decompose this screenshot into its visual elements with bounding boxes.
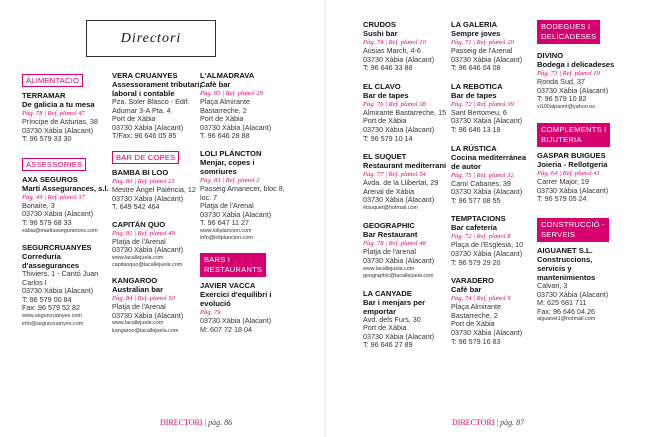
listing-el-suquet	[363, 152, 458, 212]
listing-name: SEGURCRUANYES	[22, 243, 92, 253]
footer-label: DIRECTORI	[160, 418, 203, 427]
listing-name: JAVIER VACCA	[200, 280, 256, 290]
listing-capitan-quo	[112, 220, 207, 270]
listing-desc: mantenimientos	[537, 273, 596, 283]
listing-name: AIGUANET S.L.	[537, 246, 593, 256]
listing-segurcruanyes	[22, 243, 112, 328]
listing-name: EL SUQUET	[363, 152, 407, 162]
listing-phone: T: 96 579 33 30	[22, 134, 72, 144]
column-5	[451, 20, 541, 352]
listing-address: Platja de l'Arenal	[112, 236, 166, 246]
listing-email[interactable]: elsuquet@hotmail.com	[363, 204, 418, 211]
listing-varadero	[451, 276, 541, 346]
listing-ref: Pàg. 72 | Ref. planol 8	[451, 233, 511, 241]
listing-divino	[537, 51, 637, 111]
listing-name: L'ALMADRAVA	[200, 71, 255, 80]
category-assessories: ASSESSORIES	[22, 158, 86, 171]
listing-loli-plancton	[200, 149, 300, 243]
listing-crudos	[363, 20, 458, 73]
listing-desc: Cafè bar	[200, 80, 231, 89]
listing-address: 03730 Xàbia (Alacant)	[200, 122, 272, 132]
footer-left	[160, 418, 232, 427]
category-line-1: BARS I	[204, 254, 231, 264]
listing-address: Príncipe de Asturias, 38	[22, 117, 98, 126]
listing-phone: T: 96 579 10 82	[537, 94, 587, 104]
listing-javier-vacca	[200, 281, 300, 334]
listing-name: AXA SEGUROS	[22, 174, 78, 184]
listing-name: CAPITÁN QUO	[112, 219, 166, 229]
listing-address: loc. 7	[200, 192, 218, 202]
listing-address: Calvari, 3	[537, 281, 568, 291]
listing-name: BAMBA BI LOO	[112, 167, 169, 177]
listing-website[interactable]: www.lacallejuela.com	[363, 265, 415, 272]
listing-name: LA CANYADE	[363, 288, 412, 298]
listing-phone: T/Fax: 96 646 05 85	[112, 131, 177, 141]
listing-phone: M: 625 681 711	[537, 298, 587, 308]
listing-name: GEOGRAPHIC	[363, 221, 415, 231]
listing-phone: T: 96 577 08 55	[451, 195, 501, 205]
listing-phone: M: 607 72 18 04	[200, 324, 252, 334]
category-line-2: BIJUTERIA	[541, 135, 582, 145]
listing-phone: T: 96 579 16 83	[451, 336, 501, 346]
listing-email[interactable]: info@segurcruanyes.com	[22, 320, 84, 327]
listing-address: Ronda Sud, 37	[537, 77, 585, 86]
listing-ref: Pàg. 84 | Ref. planol 50	[112, 294, 175, 302]
listing-lalmadrava	[200, 71, 300, 141]
listing-phone: T: 96 579 29 20	[451, 257, 501, 267]
listing-ref: Pàg. 83 | Ref. planol 2	[200, 176, 260, 184]
listing-geographic	[363, 221, 458, 280]
listing-desc: Sushi bar	[363, 29, 398, 38]
listing-name: EL CLAVO	[363, 81, 401, 91]
listing-temptacions	[451, 214, 541, 267]
listing-desc: laboral i contable	[112, 89, 175, 98]
listing-desc: Correduría	[22, 252, 61, 262]
listing-email[interactable]: aiguanet1@hotmail.com	[537, 316, 596, 323]
footer-label: DIRECTORI	[452, 418, 495, 427]
listing-ref: Pàg. 81 | Ref. planol 49	[112, 229, 175, 237]
category-bars-i-restaurants	[200, 253, 266, 277]
listing-address: 03730 Xàbia (Alacant)	[363, 195, 435, 205]
listing-phone: T: 96 579 05 24	[537, 194, 587, 204]
listing-name: GASPAR BUIGUES	[537, 151, 606, 161]
listing-desc: Joieria - Rellotgeria	[537, 160, 608, 170]
listing-address: 03730 Xàbia (Alacant)	[200, 315, 272, 325]
listing-address: Plaça Almirante	[200, 97, 250, 106]
listing-name: VERA CRUANYES	[112, 71, 178, 80]
column-6	[537, 20, 637, 330]
listing-name: DIVINO	[537, 51, 564, 60]
footer-separator: |	[496, 418, 499, 427]
listing-desc: Martí Assegurances, s.l.	[22, 183, 109, 193]
listing-address: 03730 Xàbia (Alacant)	[200, 209, 272, 219]
listing-desc: d'assegurances	[22, 261, 80, 271]
listing-desc: Bar Restaurant	[363, 230, 418, 240]
category-line-2: DELICADESES	[541, 32, 597, 41]
column-4	[363, 20, 458, 356]
listing-name: TERRAMAR	[22, 91, 66, 100]
category-line-2: RESTAURANTS	[204, 264, 263, 274]
listing-desc: Australian bar	[112, 284, 164, 294]
listing-address: Passeig de l'Arenal	[451, 46, 513, 55]
listing-ref: Pàg. 78 | Ref. planol 48	[363, 240, 426, 248]
listing-address: Bastarreche, 2	[451, 310, 498, 320]
listing-address: Carrer Major, 19	[537, 177, 589, 187]
category-construccio-serveis	[537, 218, 609, 242]
listing-desc: Bar cafeteria	[451, 223, 498, 233]
listing-el-clavo	[363, 82, 458, 143]
listing-address: 03730 Xàbia (Alacant)	[363, 124, 435, 134]
listing-name: LA GALERIA	[451, 20, 498, 29]
listing-name: CRUDOS	[363, 20, 396, 29]
listing-address: 03730 Xàbia (Alacant)	[112, 310, 184, 320]
column-2	[112, 71, 207, 341]
listing-address: 03730 Xàbia (Alacant)	[22, 125, 94, 135]
directory-title-box	[86, 20, 216, 57]
listing-name: VARADERO	[451, 276, 494, 286]
listing-website[interactable]: www.loliplancton.com	[200, 227, 252, 234]
listing-ref: Pàg. 72 | Ref. planol 39	[451, 100, 514, 108]
listing-address: Adumar 3-A Pta. 4	[112, 105, 171, 115]
page-number: pàg. 86	[208, 418, 233, 427]
listing-aiguanet	[537, 246, 637, 324]
listing-address: Avd. dels Furs, 30	[363, 314, 421, 324]
listing-ref: Pàg. 78 | Ref. planol 47	[22, 110, 85, 117]
listing-email[interactable]: info@loliplancton.com	[200, 235, 253, 242]
listing-desc: Sempre joves	[451, 29, 501, 38]
listing-desc: servicis y	[537, 264, 572, 274]
listing-terramar	[22, 91, 112, 144]
listing-bamba-bi-loo	[112, 168, 207, 212]
listing-address: Port de Xàbia	[451, 319, 495, 329]
category-alimentacio: ALIMENTACIÓ	[22, 74, 83, 87]
listing-email[interactable]: capitanquo@lacallejuela.com	[112, 262, 183, 269]
category-bodegues-i-delicadeses	[537, 20, 600, 44]
category-line-1: BODEGUES I	[541, 22, 591, 31]
listing-kangaroo	[112, 276, 207, 335]
listing-address: Plaça Almirante	[451, 302, 501, 312]
listing-address: Carlos I	[22, 277, 47, 287]
listing-desc: De galicia a tu mesa	[22, 100, 95, 109]
listing-address: Sant Bertomeu, 6	[451, 107, 507, 117]
footer-separator: |	[204, 418, 207, 427]
listing-ref: Pàg. 64 | Ref. planol 41	[537, 170, 600, 178]
listing-ref: Pàg. 83 | Ref. planol 21	[112, 177, 175, 185]
listing-address: Pza. Soler Blasco - Edif.	[112, 97, 190, 106]
listing-address: 03730 Xàbia (Alacant)	[451, 327, 523, 337]
listing-website[interactable]: www.segurcruanyes.com	[22, 313, 82, 320]
listing-address: 03730 Xàbia (Alacant)	[451, 116, 523, 126]
listing-address: Platja de l'Arenal	[112, 301, 166, 311]
listing-desc: de autor	[451, 161, 481, 171]
listing-address: Port de Xàbia	[363, 116, 407, 126]
listing-address: Thiviers, 1 - Cantó Juan	[22, 269, 99, 279]
listing-name: LOLI PLÁNCTON	[200, 148, 262, 158]
category-bar-de-copes: BAR DE COPES	[112, 151, 179, 164]
listing-desc: Bar de tapes	[451, 90, 497, 100]
listing-email[interactable]: xabia@martiassegurances.com	[22, 227, 98, 234]
listing-phone: T. 96 647 11 27	[200, 218, 250, 228]
listing-phone: T. 96 646 28 88	[200, 131, 250, 141]
listing-address: Port de Xàbia	[112, 114, 156, 124]
listing-phone: T: 96 646 27 89	[363, 340, 413, 350]
listing-address: Platja de l'arenal	[363, 247, 416, 257]
listing-name: TEMPTACIONS	[451, 214, 506, 224]
category-line-2: SERVEIS	[541, 230, 576, 240]
listing-address: Port de Xàbia	[363, 323, 407, 333]
listing-la-galeria	[451, 20, 541, 73]
page-title: Directori	[120, 30, 182, 46]
listing-address: Plaça de l'Església, 10	[451, 240, 524, 250]
listing-address: Almirante Bastarreche, 15	[363, 107, 447, 117]
listing-phone: T: 96 579 00 84	[22, 294, 72, 304]
listing-address: 03730 Xàbia (Alacant)	[112, 245, 184, 255]
listing-address: 03730 Xàbia (Alacant)	[451, 187, 523, 197]
listing-la-canyade	[363, 289, 458, 350]
page-gutter	[324, 0, 326, 437]
listing-address: 03730 Xàbia (Alacant)	[112, 122, 184, 132]
listing-ref: Pàg. 71 | Ref. planol 20	[451, 39, 514, 46]
listing-address: 03730 Xàbia (Alacant)	[22, 286, 94, 296]
listing-phone: T. 649 542 464	[112, 202, 160, 212]
listing-address: 03730 Xàbia (Alacant)	[363, 54, 435, 64]
listing-desc: somriures	[200, 166, 237, 176]
listing-address: Passeig Amanecer, bloc 8,	[200, 183, 285, 193]
listing-website[interactable]: www.lacallejuela.com	[112, 254, 164, 261]
listing-desc: Bar i menjars per	[363, 297, 426, 307]
listing-phone: T: 96 646 13 18	[451, 124, 501, 134]
listing-desc: Cocina mediterránea	[451, 152, 527, 162]
listing-vera-cruanyes	[112, 71, 207, 141]
listing-address: 03730 Xàbia (Alacant)	[363, 256, 435, 266]
footer-right	[452, 418, 524, 427]
listing-ref: Pàg. 77 | Ref. planol 54	[363, 171, 426, 179]
listing-fax: Fax: 96 646 04 26	[537, 306, 595, 316]
listing-email[interactable]: geographic@lacallejuela.com	[363, 273, 434, 280]
listing-address: Camí Cabanes, 39	[451, 178, 511, 188]
listing-address: Bonaire, 3	[22, 200, 55, 210]
listing-desc: Bar de tapes	[363, 90, 409, 100]
listing-phone: T: 96 646 04 08	[451, 63, 501, 73]
listing-ref: Pàg. 49 | Ref. planol 37	[22, 193, 85, 201]
listing-address: 03730 Xàbia (Alacant)	[363, 331, 435, 341]
listing-address: Port de Xàbia	[200, 114, 244, 124]
category-complements-i-bijuteria	[537, 123, 610, 147]
listing-address: Bastarreche, 2	[200, 105, 247, 115]
listing-desc: evolució	[200, 298, 231, 308]
listing-gaspar-buigues	[537, 151, 637, 204]
listing-desc: Menjar, copes i	[200, 157, 255, 167]
listing-desc: Bodega i delicadeses	[537, 60, 615, 69]
listing-address: 03730 Xàbia (Alacant)	[537, 185, 609, 195]
listing-ref: Pàg. 73 | Ref. planol 19	[537, 70, 600, 77]
column-3	[200, 71, 300, 340]
listing-address: 03730 Xàbia (Alacant)	[451, 248, 523, 258]
listing-address: Arenal de Xàbia	[363, 186, 415, 196]
column-1	[22, 70, 112, 334]
listing-la-rebotica	[451, 82, 541, 135]
listing-name: KANGAROO	[112, 275, 158, 285]
page-number: pàg. 87	[500, 418, 525, 427]
listing-phone: T: 96 579 10 14	[363, 133, 413, 143]
listing-address: 03730 Xàbia (Alacant)	[451, 54, 523, 64]
listing-desc: Restaurant mediterrani	[363, 161, 447, 171]
category-line-1: COMPLEMENTS I	[541, 125, 607, 135]
listing-ref: Pàg. 79	[200, 308, 221, 316]
listing-address: Mestre Àngel Palència, 12	[112, 184, 196, 194]
listing-desc: Construccions,	[537, 255, 593, 265]
listing-name: LA RÚSTICA	[451, 143, 497, 153]
listing-ref: Pàg. 85 | Ref. planol 29	[200, 90, 263, 97]
category-line-1: CONSTRUCCIÓ -	[541, 220, 605, 230]
listing-address: 03730 Xàbia (Alacant)	[22, 209, 94, 219]
listing-fax: Fax: 96 579 52 82	[22, 303, 80, 313]
listing-ref: Pàg. 74 | Ref. planol 10	[363, 39, 426, 46]
listing-address: 03730 Xàbia (Alacant)	[537, 289, 609, 299]
listing-address: 03730 Xàbia (Alacant)	[112, 193, 184, 203]
listing-address: Platja de l'Arenal	[200, 201, 254, 211]
listing-email[interactable]: kangaroo@lacallejuela.com	[112, 327, 179, 334]
listing-desc: Assessorament tributari,	[112, 80, 202, 89]
listing-desc: Exercici d'equilibri i	[200, 289, 272, 299]
listing-desc: Cafè bar	[451, 285, 482, 295]
listing-name: LA REBOTICA	[451, 81, 503, 91]
listing-ref: Pàg. 76 | Ref. planol 38	[363, 100, 426, 108]
listing-address: Ausias March, 4-6	[363, 46, 421, 55]
listing-email[interactable]: vi100alpaont@yahoo.es	[537, 103, 595, 110]
listing-address: 03730 Xàbia (Alacant)	[537, 85, 609, 95]
listing-desc: emportar	[363, 306, 396, 316]
listing-website[interactable]: www.lacallejuela.com	[112, 320, 164, 327]
listing-la-rustica	[451, 144, 541, 206]
listing-axa-seguros	[22, 175, 112, 235]
listing-phone: T: 96 646 33 88	[363, 63, 413, 73]
listing-ref: Pàg. 75 | Ref. planol 32	[451, 171, 514, 179]
listing-address: Avda. de la Llibertat, 29	[363, 178, 439, 188]
listing-ref: Pàg. 74 | Ref. planol 9	[451, 295, 511, 303]
listing-phone: T: 96 579 68 33	[22, 217, 72, 227]
